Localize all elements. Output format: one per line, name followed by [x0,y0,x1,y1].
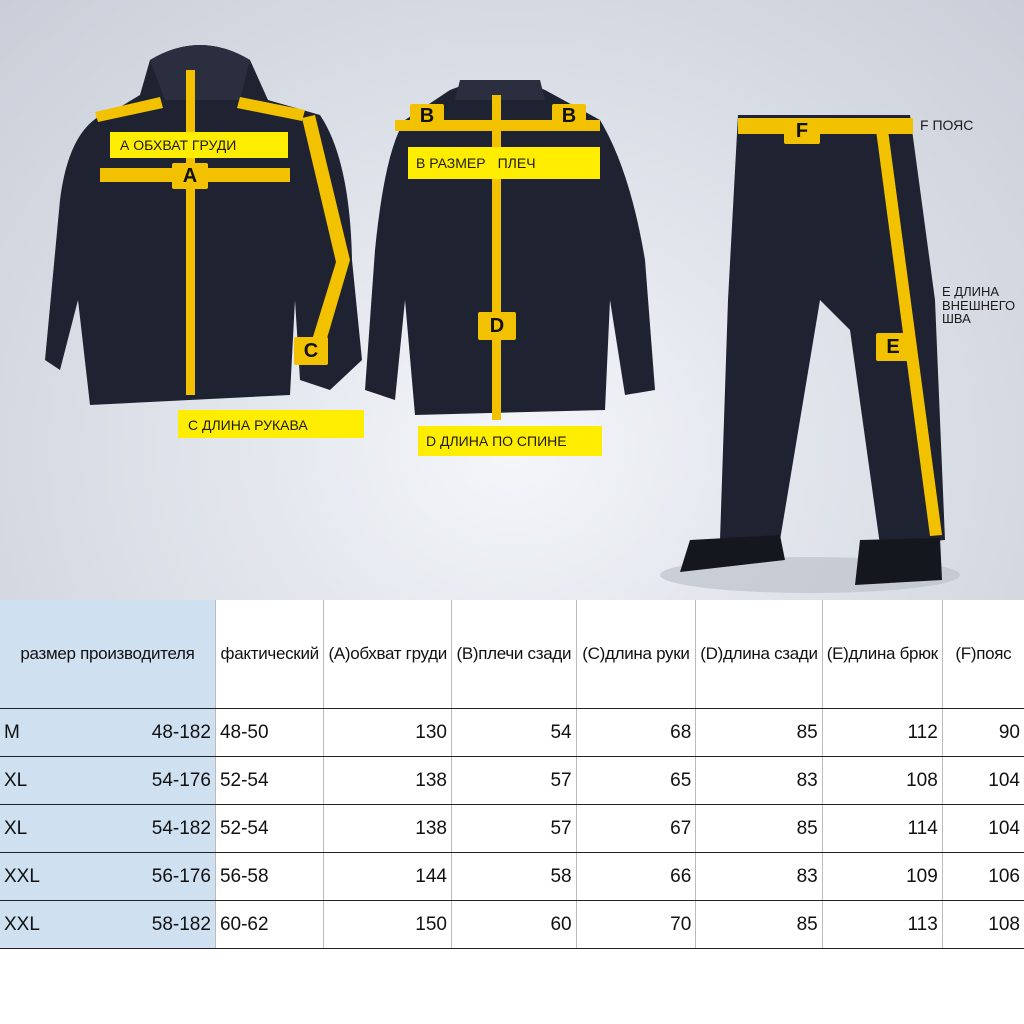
cell-a: 130 [324,709,452,757]
header-maker-size: размер производителя [0,600,215,709]
badge-b-left: B [410,104,444,128]
cell-size-letter: XXL [4,865,40,887]
header-actual-size: фактический [215,600,324,709]
cell-maker-size [0,901,215,949]
cell-d: 83 [696,757,822,805]
badge-f: F [784,118,820,144]
cell-size-letter: XL [4,817,28,839]
badge-a: A [172,163,208,189]
cell-f: 90 [942,709,1024,757]
cell-size-letter: XXL [4,913,40,935]
cell-b: 60 [452,901,577,949]
cell-a: 138 [324,757,452,805]
jacket-back-illustration [365,80,655,420]
label-sleeve: С ДЛИНА РУКАВА [178,410,364,438]
cell-b: 57 [452,757,577,805]
table-row [0,853,1024,901]
cell-b: 57 [452,805,577,853]
cell-size-code: 58-182 [151,913,211,935]
cell-maker-size [0,757,215,805]
cell-size-code: 54-176 [151,769,211,791]
cell-maker-size [0,709,215,757]
table-row [0,805,1024,853]
header-arm-length: (С)длина руки [576,600,696,709]
table-header-row [0,600,1024,709]
cell-size-letter: M [4,721,20,743]
cell-actual: 60-62 [215,901,324,949]
badge-e: E [876,333,910,361]
header-chest: (А)обхват груди [324,600,452,709]
cell-actual: 52-54 [215,757,324,805]
cell-a: 138 [324,805,452,853]
cell-c: 68 [576,709,696,757]
size-rows [0,709,1024,949]
cell-d: 83 [696,853,822,901]
label-outseam: E ДЛИНА ВНЕШНЕГО ШВА [942,284,1016,327]
cell-actual: 48-50 [215,709,324,757]
cell-c: 66 [576,853,696,901]
badge-b-right: B [552,104,586,128]
header-pants-length: (E)длина брюк [822,600,942,709]
cell-b: 54 [452,709,577,757]
cell-a: 150 [324,901,452,949]
cell-e: 112 [822,709,942,757]
header-waist: (F)пояс [942,600,1024,709]
cell-f: 104 [942,757,1024,805]
cell-d: 85 [696,901,822,949]
cell-b: 58 [452,853,577,901]
size-table [0,600,1024,949]
header-shoulders: (В)плечи сзади [452,600,577,709]
cell-size-code: 56-176 [151,865,211,887]
label-shoulders: В РАЗМЕР ПЛЕЧ [408,147,600,179]
cell-f: 106 [942,853,1024,901]
cell-maker-size [0,853,215,901]
table-row [0,757,1024,805]
cell-size-letter: XL [4,769,28,791]
cell-e: 109 [822,853,942,901]
badge-c: C [294,337,328,365]
table-row [0,901,1024,949]
cell-e: 114 [822,805,942,853]
cell-c: 67 [576,805,696,853]
cell-e: 108 [822,757,942,805]
cell-actual: 56-58 [215,853,324,901]
cell-c: 70 [576,901,696,949]
cell-size-code: 48-182 [151,721,211,743]
cell-e: 113 [822,901,942,949]
cell-f: 108 [942,901,1024,949]
label-belt: F ПОЯС [920,117,974,133]
cell-a: 144 [324,853,452,901]
cell-c: 65 [576,757,696,805]
label-back: D ДЛИНА ПО СПИНЕ [418,426,602,456]
table-row [0,709,1024,757]
cell-size-code: 54-182 [151,817,211,839]
cell-f: 104 [942,805,1024,853]
badge-d: D [478,312,516,340]
cell-d: 85 [696,709,822,757]
cell-d: 85 [696,805,822,853]
cell-actual: 52-54 [215,805,324,853]
cell-maker-size [0,805,215,853]
header-back-length: (D)длина сзади [696,600,822,709]
label-chest: А ОБХВАТ ГРУДИ [110,132,288,158]
